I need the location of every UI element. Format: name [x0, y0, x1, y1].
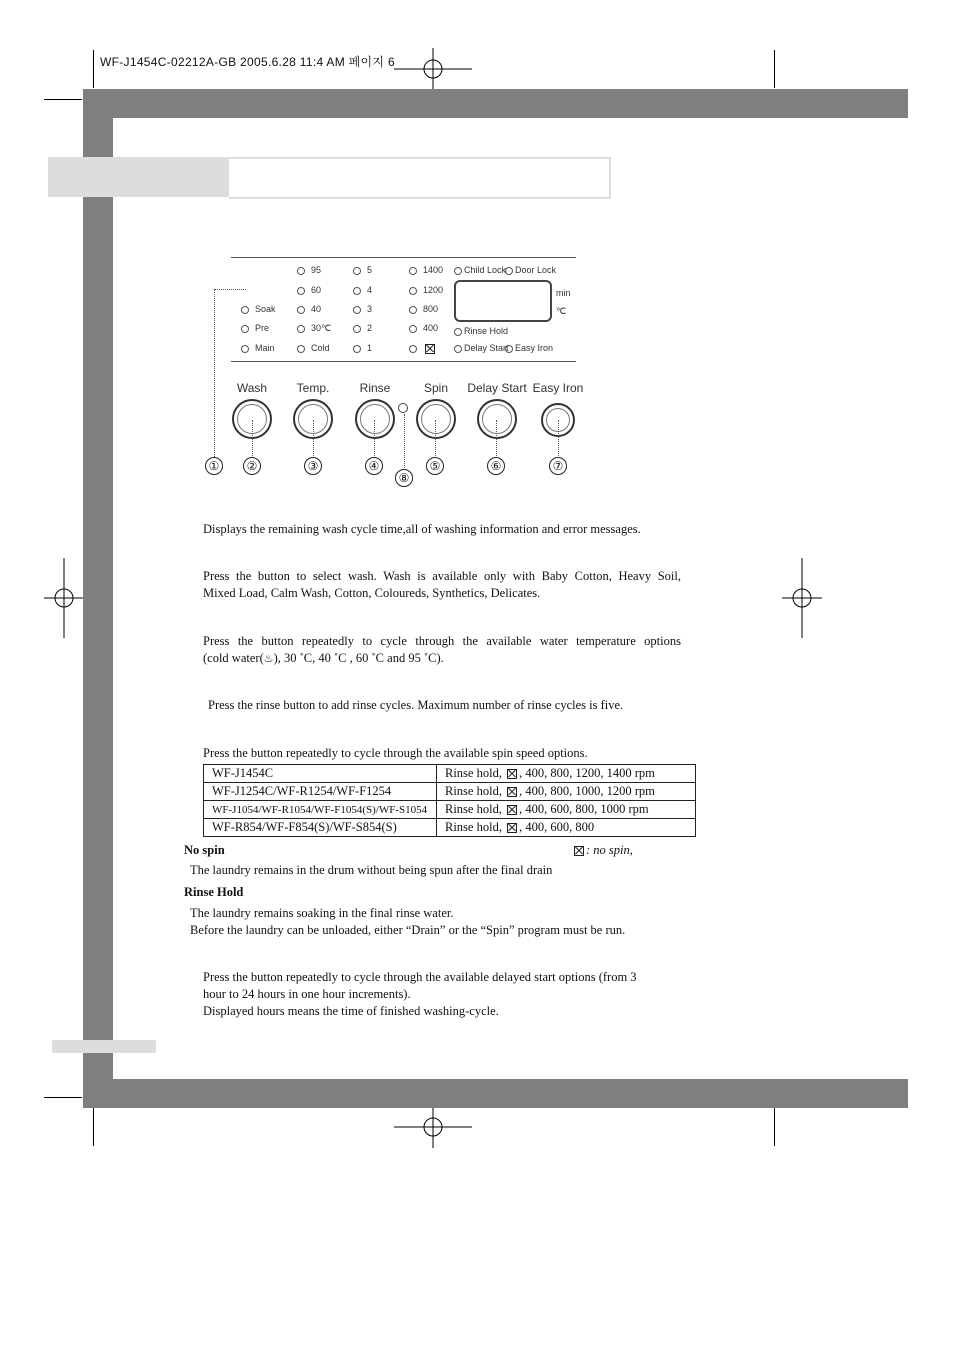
- model-cell: WF-J1254C/WF-R1254/WF-F1254: [204, 783, 437, 801]
- child-lock-indicator: Child Lock: [454, 265, 506, 275]
- rinse-option: 4: [353, 285, 372, 295]
- no-spin-text: The laundry remains in the drum without being spun after the final drain: [190, 863, 553, 877]
- callout-3: ③: [304, 457, 322, 475]
- speed-cell: Rinse hold, , 400, 600, 800: [437, 819, 696, 837]
- callout-7: ⑦: [549, 457, 567, 475]
- easy-iron-indicator: Easy Iron: [505, 343, 553, 353]
- section-title-box: [229, 157, 611, 199]
- door-lock-indicator: Door Lock: [505, 265, 556, 275]
- rinse-option: 3: [353, 304, 372, 314]
- rinse-button[interactable]: [355, 399, 395, 439]
- rinse-button-label: Rinse: [359, 381, 391, 395]
- speed-cell: Rinse hold, , 400, 800, 1000, 1200 rpm: [437, 783, 696, 801]
- section-title-tab: [48, 157, 229, 197]
- callout-4: ④: [365, 457, 383, 475]
- easy-iron-button-label: Easy Iron: [532, 381, 584, 395]
- model-cell: WF-R854/WF-F854(S)/WF-S854(S): [204, 819, 437, 837]
- delay-start-button-label: Delay Start: [467, 381, 527, 395]
- temp-description-line1: Press the button repeatedly to cycle through the available water temperature options: [203, 634, 681, 648]
- panel-top-line: [231, 257, 576, 258]
- panel-bottom-line: [231, 361, 576, 362]
- rinse-hold-title: Rinse Hold: [184, 885, 244, 899]
- rinse-hold-text1: The laundry remains soaking in the final rinse water.: [190, 906, 454, 920]
- wash-description-line1: Press the button to select wash. Wash is available only with Baby Cotton, Heavy Soil,: [203, 569, 681, 583]
- table-row: [204, 765, 696, 783]
- callout-leader: [558, 420, 559, 456]
- temp-option: Cold: [297, 343, 330, 353]
- model-cell: WF-J1454C: [204, 765, 437, 783]
- display-unit-min: min: [556, 288, 571, 298]
- model-cell: WF-J1054/WF-R1054/WF-F1054(S)/WF-S1054: [204, 801, 437, 819]
- callout-leader: [214, 289, 246, 290]
- delay-description-line3: Displayed hours means the time of finished washing-cycle.: [203, 1004, 499, 1018]
- display-description: Displays the remaining wash cycle time,all of washing information and error messages.: [203, 522, 641, 536]
- crop-mark: [44, 99, 82, 100]
- rinse-option: 1: [353, 343, 372, 353]
- no-spin-title: No spin: [184, 843, 225, 857]
- table-row: [204, 819, 696, 837]
- print-header: WF-J1454C-02212A-GB 2005.6.28 11:4 AM 페이지 6: [100, 55, 395, 69]
- table-row: [204, 801, 696, 819]
- registration-mark-bottom: [394, 1106, 474, 1148]
- no-spin-icon: [507, 787, 517, 797]
- no-spin-icon: [425, 344, 435, 354]
- callout-1: ①: [205, 457, 223, 475]
- wash-description-line2: Mixed Load, Calm Wash, Cotton, Coloureds, Synthetics, Delicates.: [203, 586, 541, 600]
- cold-water-icon: ♨: [263, 652, 274, 665]
- no-spin-icon: [507, 823, 517, 833]
- registration-mark-top: [394, 48, 474, 90]
- callout-leader: [252, 420, 253, 456]
- callout-leader: [404, 414, 405, 468]
- spin-button[interactable]: [416, 399, 456, 439]
- registration-mark-left: [44, 558, 84, 638]
- speed-cell: Rinse hold, , 400, 600, 800, 1000 rpm: [437, 801, 696, 819]
- callout-leader: [214, 289, 215, 457]
- crop-mark: [774, 1108, 775, 1146]
- left-bar: [83, 89, 113, 1108]
- wash-option: Soak: [241, 304, 276, 314]
- power-led-icon: [398, 403, 408, 413]
- page-number-tab: [52, 1040, 156, 1053]
- temp-option: 40: [297, 304, 321, 314]
- bottom-bar: [83, 1079, 908, 1108]
- callout-8: ⑧: [395, 469, 413, 487]
- callout-2: ②: [243, 457, 261, 475]
- speed-cell: Rinse hold, , 400, 800, 1200, 1400 rpm: [437, 765, 696, 783]
- rinse-option: 2: [353, 323, 372, 333]
- display-unit-deg: ℃: [556, 306, 567, 316]
- callout-leader: [313, 420, 314, 456]
- spin-option: [409, 343, 437, 354]
- spin-description: Press the button repeatedly to cycle through the available spin speed options.: [203, 746, 588, 760]
- temp-button-label: Temp.: [296, 381, 330, 395]
- rinse-option: 5: [353, 265, 372, 275]
- temp-option: 95: [297, 265, 321, 275]
- callout-leader: [374, 420, 375, 456]
- spin-button-label: Spin: [423, 381, 449, 395]
- delay-description-line1: Press the button repeatedly to cycle through the available delayed start options (from 3: [203, 970, 637, 984]
- spin-speed-table: [203, 764, 696, 837]
- rinse-description: Press the rinse button to add rinse cycles. Maximum number of rinse cycles is five.: [208, 698, 624, 712]
- table-row: [204, 783, 696, 801]
- top-bar: [83, 89, 908, 118]
- rinse-hold-text2: Before the laundry can be unloaded, either “Drain” or the “Spin” program must be run.: [190, 923, 626, 937]
- wash-button-label: Wash: [236, 381, 268, 395]
- no-spin-icon: [574, 846, 584, 856]
- wash-option: Main: [241, 343, 275, 353]
- spin-option: 1400: [409, 265, 443, 275]
- registration-mark-right: [782, 558, 822, 638]
- crop-mark: [93, 50, 94, 88]
- spin-option: 800: [409, 304, 438, 314]
- no-spin-legend: : no spin,: [572, 842, 633, 859]
- callout-leader: [435, 420, 436, 456]
- no-spin-icon: [507, 805, 517, 815]
- callout-6: ⑥: [487, 457, 505, 475]
- temp-option: 60: [297, 285, 321, 295]
- delay-start-button[interactable]: [477, 399, 517, 439]
- wash-option: Pre: [241, 323, 269, 333]
- callout-5: ⑤: [426, 457, 444, 475]
- crop-mark: [93, 1108, 94, 1146]
- rinse-hold-indicator: Rinse Hold: [454, 326, 508, 336]
- callout-leader: [496, 420, 497, 456]
- delay-description-line2: hour to 24 hours in one hour increments).: [203, 987, 411, 1001]
- temp-option: 30℃: [297, 323, 331, 334]
- spin-option: 1200: [409, 285, 443, 295]
- crop-mark: [774, 50, 775, 88]
- temp-description-line2: (cold water(♨), 30 ˚C, 40 ˚C , 60 ˚C and 95 ˚C).: [203, 651, 444, 665]
- crop-mark: [44, 1097, 82, 1098]
- display-screen: [454, 280, 552, 322]
- no-spin-icon: [507, 769, 517, 779]
- delay-start-indicator: Delay Start: [454, 343, 509, 353]
- spin-option: 400: [409, 323, 438, 333]
